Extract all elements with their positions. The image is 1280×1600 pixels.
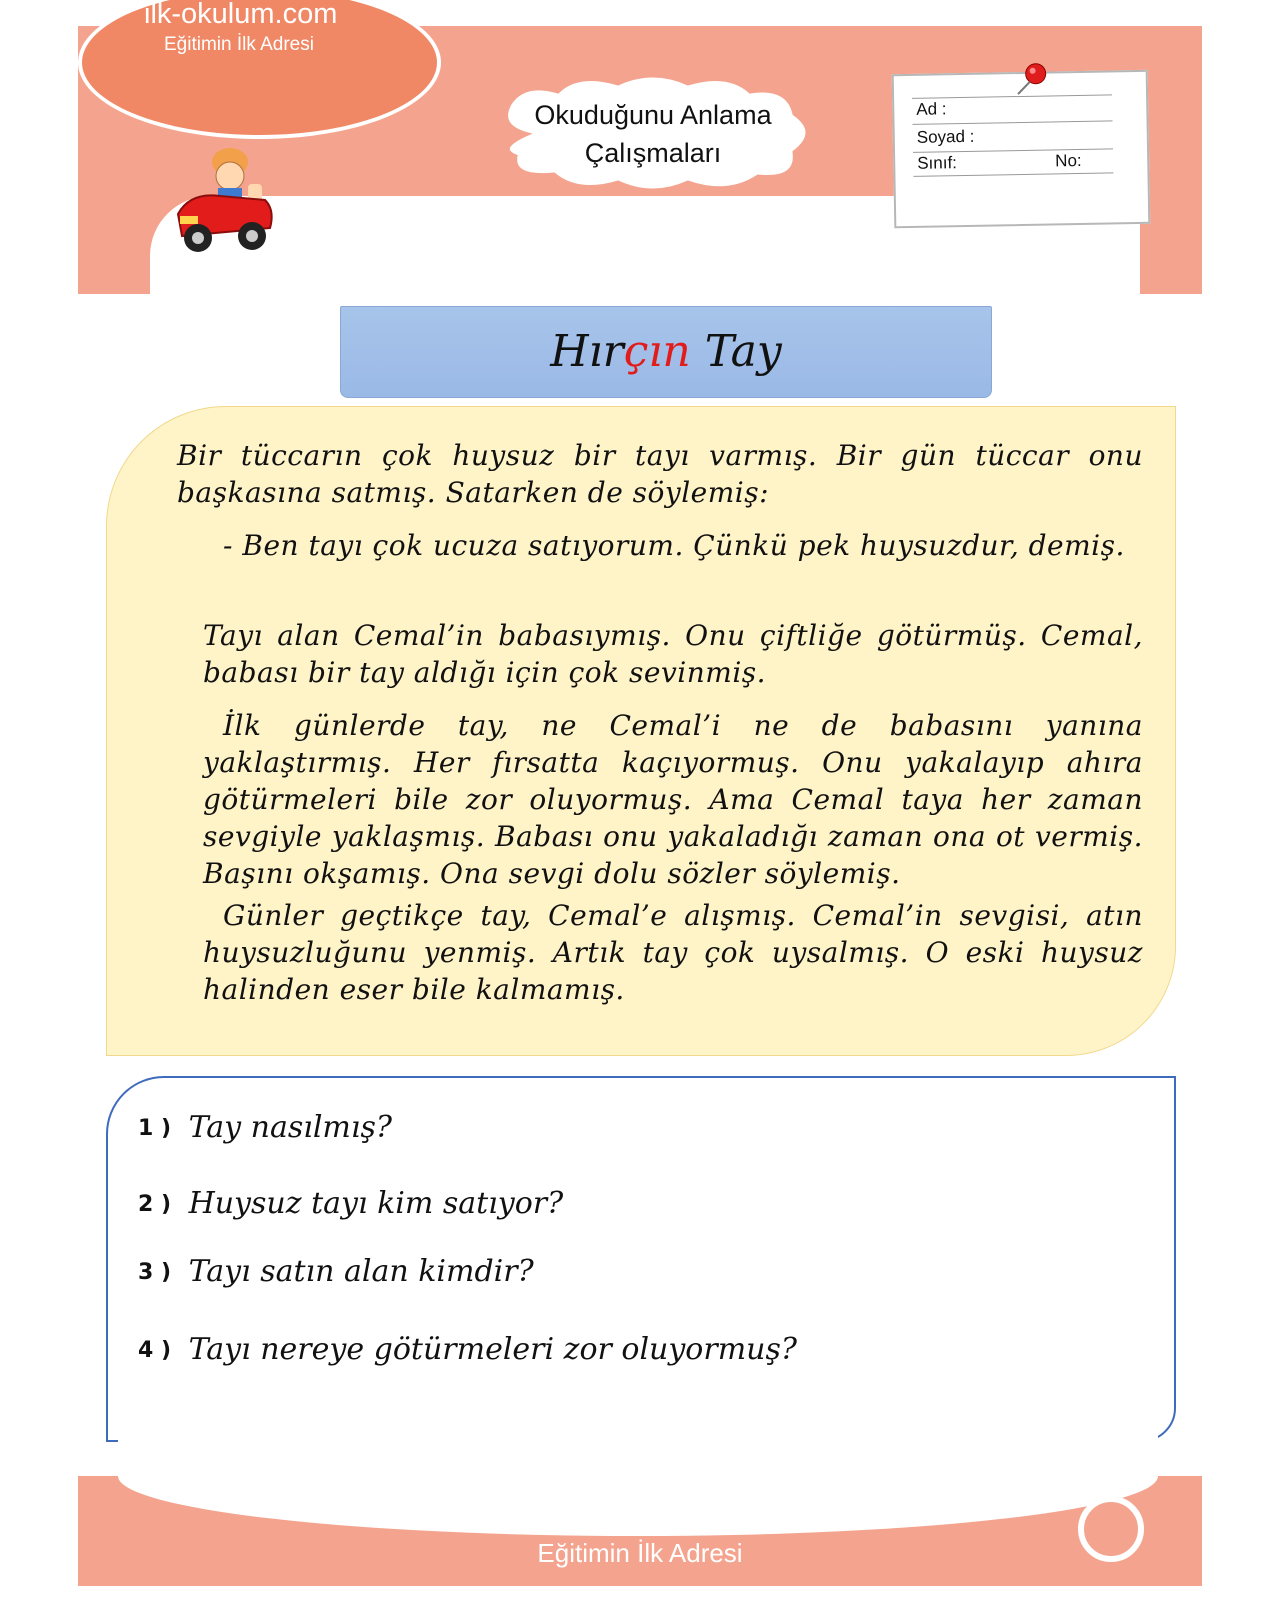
story-paragraph-5: Günler geçtikçe tay, Cemal’e alışmış. Cemal’in sevgisi, atın huysuzluğunu yenmiş. Artık tay çok uysalmış. O eski huysuz halinden eser bile kalmamış. — [203, 899, 1143, 1006]
thought-bubbles — [288, 196, 408, 240]
car-cartoon-icon — [170, 144, 280, 268]
ad-label: Ad : — [916, 99, 947, 119]
questions-box — [106, 1076, 1176, 1442]
question-item — [138, 1332, 797, 1367]
story-title-part2: çın — [623, 326, 691, 377]
worksheet-title-cloud — [488, 74, 818, 192]
question-number: 1 ) — [138, 1116, 172, 1141]
header-right-strip — [1140, 26, 1202, 294]
ring-icon — [1078, 1496, 1144, 1562]
footer-site-name[interactable]: ilk-okulum.com — [506, 1494, 774, 1538]
question-text: Tay nasılmış? — [188, 1110, 392, 1145]
worksheet-header — [78, 0, 1202, 294]
student-name-card — [892, 70, 1151, 228]
logo-tagline: Eğitimin İlk Adresi — [164, 34, 314, 55]
soyad-label: Soyad : — [916, 126, 975, 147]
no-label: No: — [1055, 150, 1082, 171]
worksheet-title — [488, 96, 818, 172]
question-item — [138, 1110, 392, 1145]
worksheet-footer — [78, 1476, 1202, 1586]
question-text: Tayı satın alan kimdir? — [188, 1254, 534, 1289]
question-number: 2 ) — [138, 1192, 172, 1217]
story-title-part3: Tay — [690, 326, 782, 377]
story-paragraph-2: - Ben tayı çok ucuza satıyorum. Çünkü pek huysuzdur, demiş. — [223, 529, 1125, 562]
story-paragraph-1: Bir tüccarın çok huysuz bir tayı varmış. Bir gün tüccar onu başkasına satmış. Satarken de söylemiş: — [177, 439, 1143, 509]
story-title-box — [340, 306, 992, 398]
question-item — [138, 1186, 563, 1221]
logo-site-name: ilk-okulum.com — [144, 0, 338, 30]
worksheet-title-line2: Çalışmaları — [584, 138, 722, 168]
soyad-field[interactable] — [913, 148, 1113, 152]
ad-field[interactable] — [913, 120, 1113, 124]
question-text: Huysuz tayı kim satıyor? — [188, 1186, 564, 1221]
question-text: Tayı nereye götürmeleri zor oluyormuş? — [188, 1332, 797, 1367]
worksheet-title-line1: Okuduğunu Anlama — [534, 100, 772, 130]
question-number: 4 ) — [138, 1338, 172, 1363]
story-paragraph-4: İlk günlerde tay, ne Cemal’i ne de babasını yanına yaklaştırmış. Her fırsatta kaçıyormuş. Onu yakalayıp ahıra götürmeleri bile zor oluyormuş. Ama Cemal taya her zaman sevgiyle yaklaşmış. Babası onu yakaladığı zaman ona ot vermiş. Başını okşamış. Ona sevgi dolu sözler söylemiş. — [203, 709, 1143, 890]
story-title-part1: Hır — [550, 326, 624, 377]
story-text-box — [106, 406, 1176, 1056]
story-paragraph-3: Tayı alan Cemal’in babasıymış. Onu çiftliğe götürmüş. Cemal, babası bir tay aldığı için çok sevinmiş. — [203, 619, 1143, 689]
story-title — [550, 326, 782, 377]
sinif-label: Sınıf: — [917, 153, 958, 173]
question-item — [138, 1254, 534, 1289]
footer-tagline: Eğitimin İlk Adresi — [537, 1538, 743, 1568]
question-number: 3 ) — [138, 1260, 172, 1285]
